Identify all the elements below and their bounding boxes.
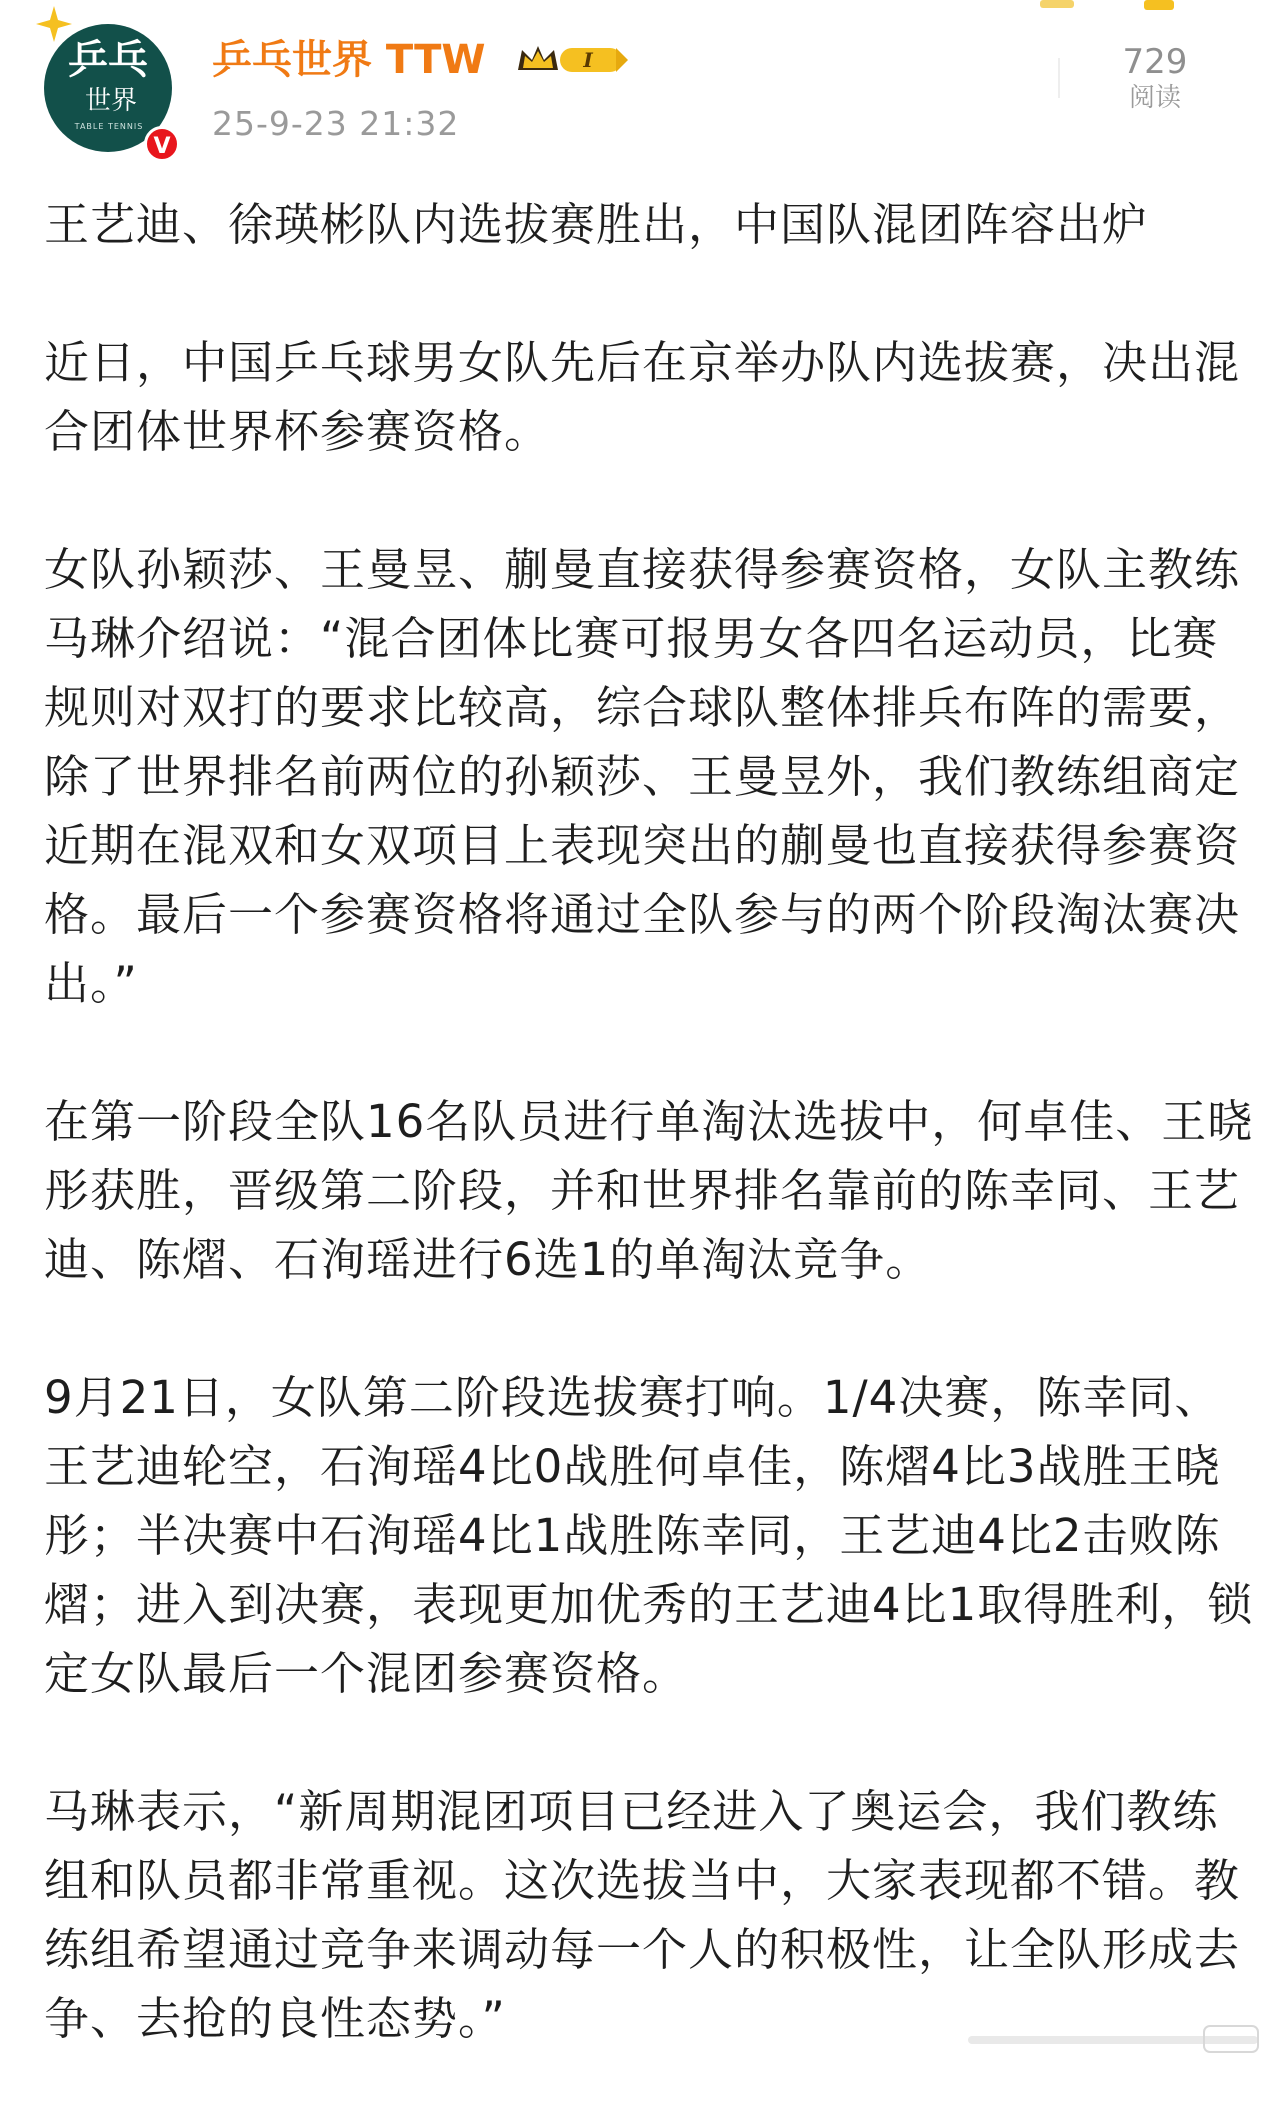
post-paragraph: 女队孙颖莎、王曼昱、蒯曼直接获得参赛资格，女队主教练马琳介绍说：“混合团体比赛可报男女各四名运动员，比赛规则对双打的要求比较高，综合球队整体排兵布阵的需要，除了世界排名前两位的孙颖莎、王曼昱外，我们教练组商定近期在混双和女双项目上表现突出的蒯曼也直接获得参赛资格。最后一个参赛资格将通过全队参与的两个阶段淘汰赛决出。”: [44, 543, 1241, 1010]
read-label: 阅读: [1128, 83, 1181, 113]
post-header: [0, 0, 1280, 165]
sparkle-icon: [34, 4, 74, 44]
post-paragraph: 9月21日，女队第二阶段选拔赛打响。1/4决赛，陈幸同、王艺迪轮空，石洵瑶4比0战胜何卓佳，陈熠4比3战胜王晓彤；半决赛中石洵瑶4比1战胜陈幸同，王艺迪4比2击败陈熠；进入到决赛，表现更加优秀的王艺迪4比1取得胜利，锁定女队最后一个混团参赛资格。: [44, 1371, 1254, 1700]
post-paragraph: 近日，中国乒乓球男女队先后在京举办队内选拔赛，决出混合团体世界杯参赛资格。: [44, 336, 1241, 458]
post-title: 王艺迪、徐瑛彬队内选拔赛胜出，中国队混团阵容出炉: [44, 198, 1149, 251]
avatar-tiny-text: TABLE TENNIS: [74, 122, 144, 131]
header-divider: [1058, 58, 1060, 98]
crown-icon[interactable]: [514, 40, 630, 78]
avatar-sub-text: 世界: [84, 86, 137, 116]
verified-badge-icon: V: [144, 126, 180, 162]
avatar-logo-text: 乒乓: [68, 36, 148, 83]
watermark-icon: [968, 2020, 1268, 2060]
svg-text:I: I: [583, 48, 593, 72]
read-count: 729: [1122, 42, 1188, 82]
post-paragraph: 马琳表示，“新周期混团项目已经进入了奥运会，我们教练组和队员都非常重视。这次选拔当中，大家表现都不错。教练组希望通过竞争来调动每一个人的积极性，让全队形成去争、去抢的良性态势。”: [44, 1785, 1241, 2045]
author-name[interactable]: 乒乓世界 TTW: [212, 37, 486, 83]
post-paragraph: 在第一阶段全队16名队员进行单淘汰选拔中，何卓佳、王晓彤获胜，晋级第二阶段，并和世界排名靠前的陈幸同、王艺迪、陈熠、石洵瑶进行6选1的单淘汰竞争。: [44, 1095, 1254, 1286]
post-timestamp: 25-9-23 21:32: [212, 104, 460, 143]
post-content: [44, 190, 1254, 2122]
top-decoration-icon: [1040, 0, 1200, 14]
